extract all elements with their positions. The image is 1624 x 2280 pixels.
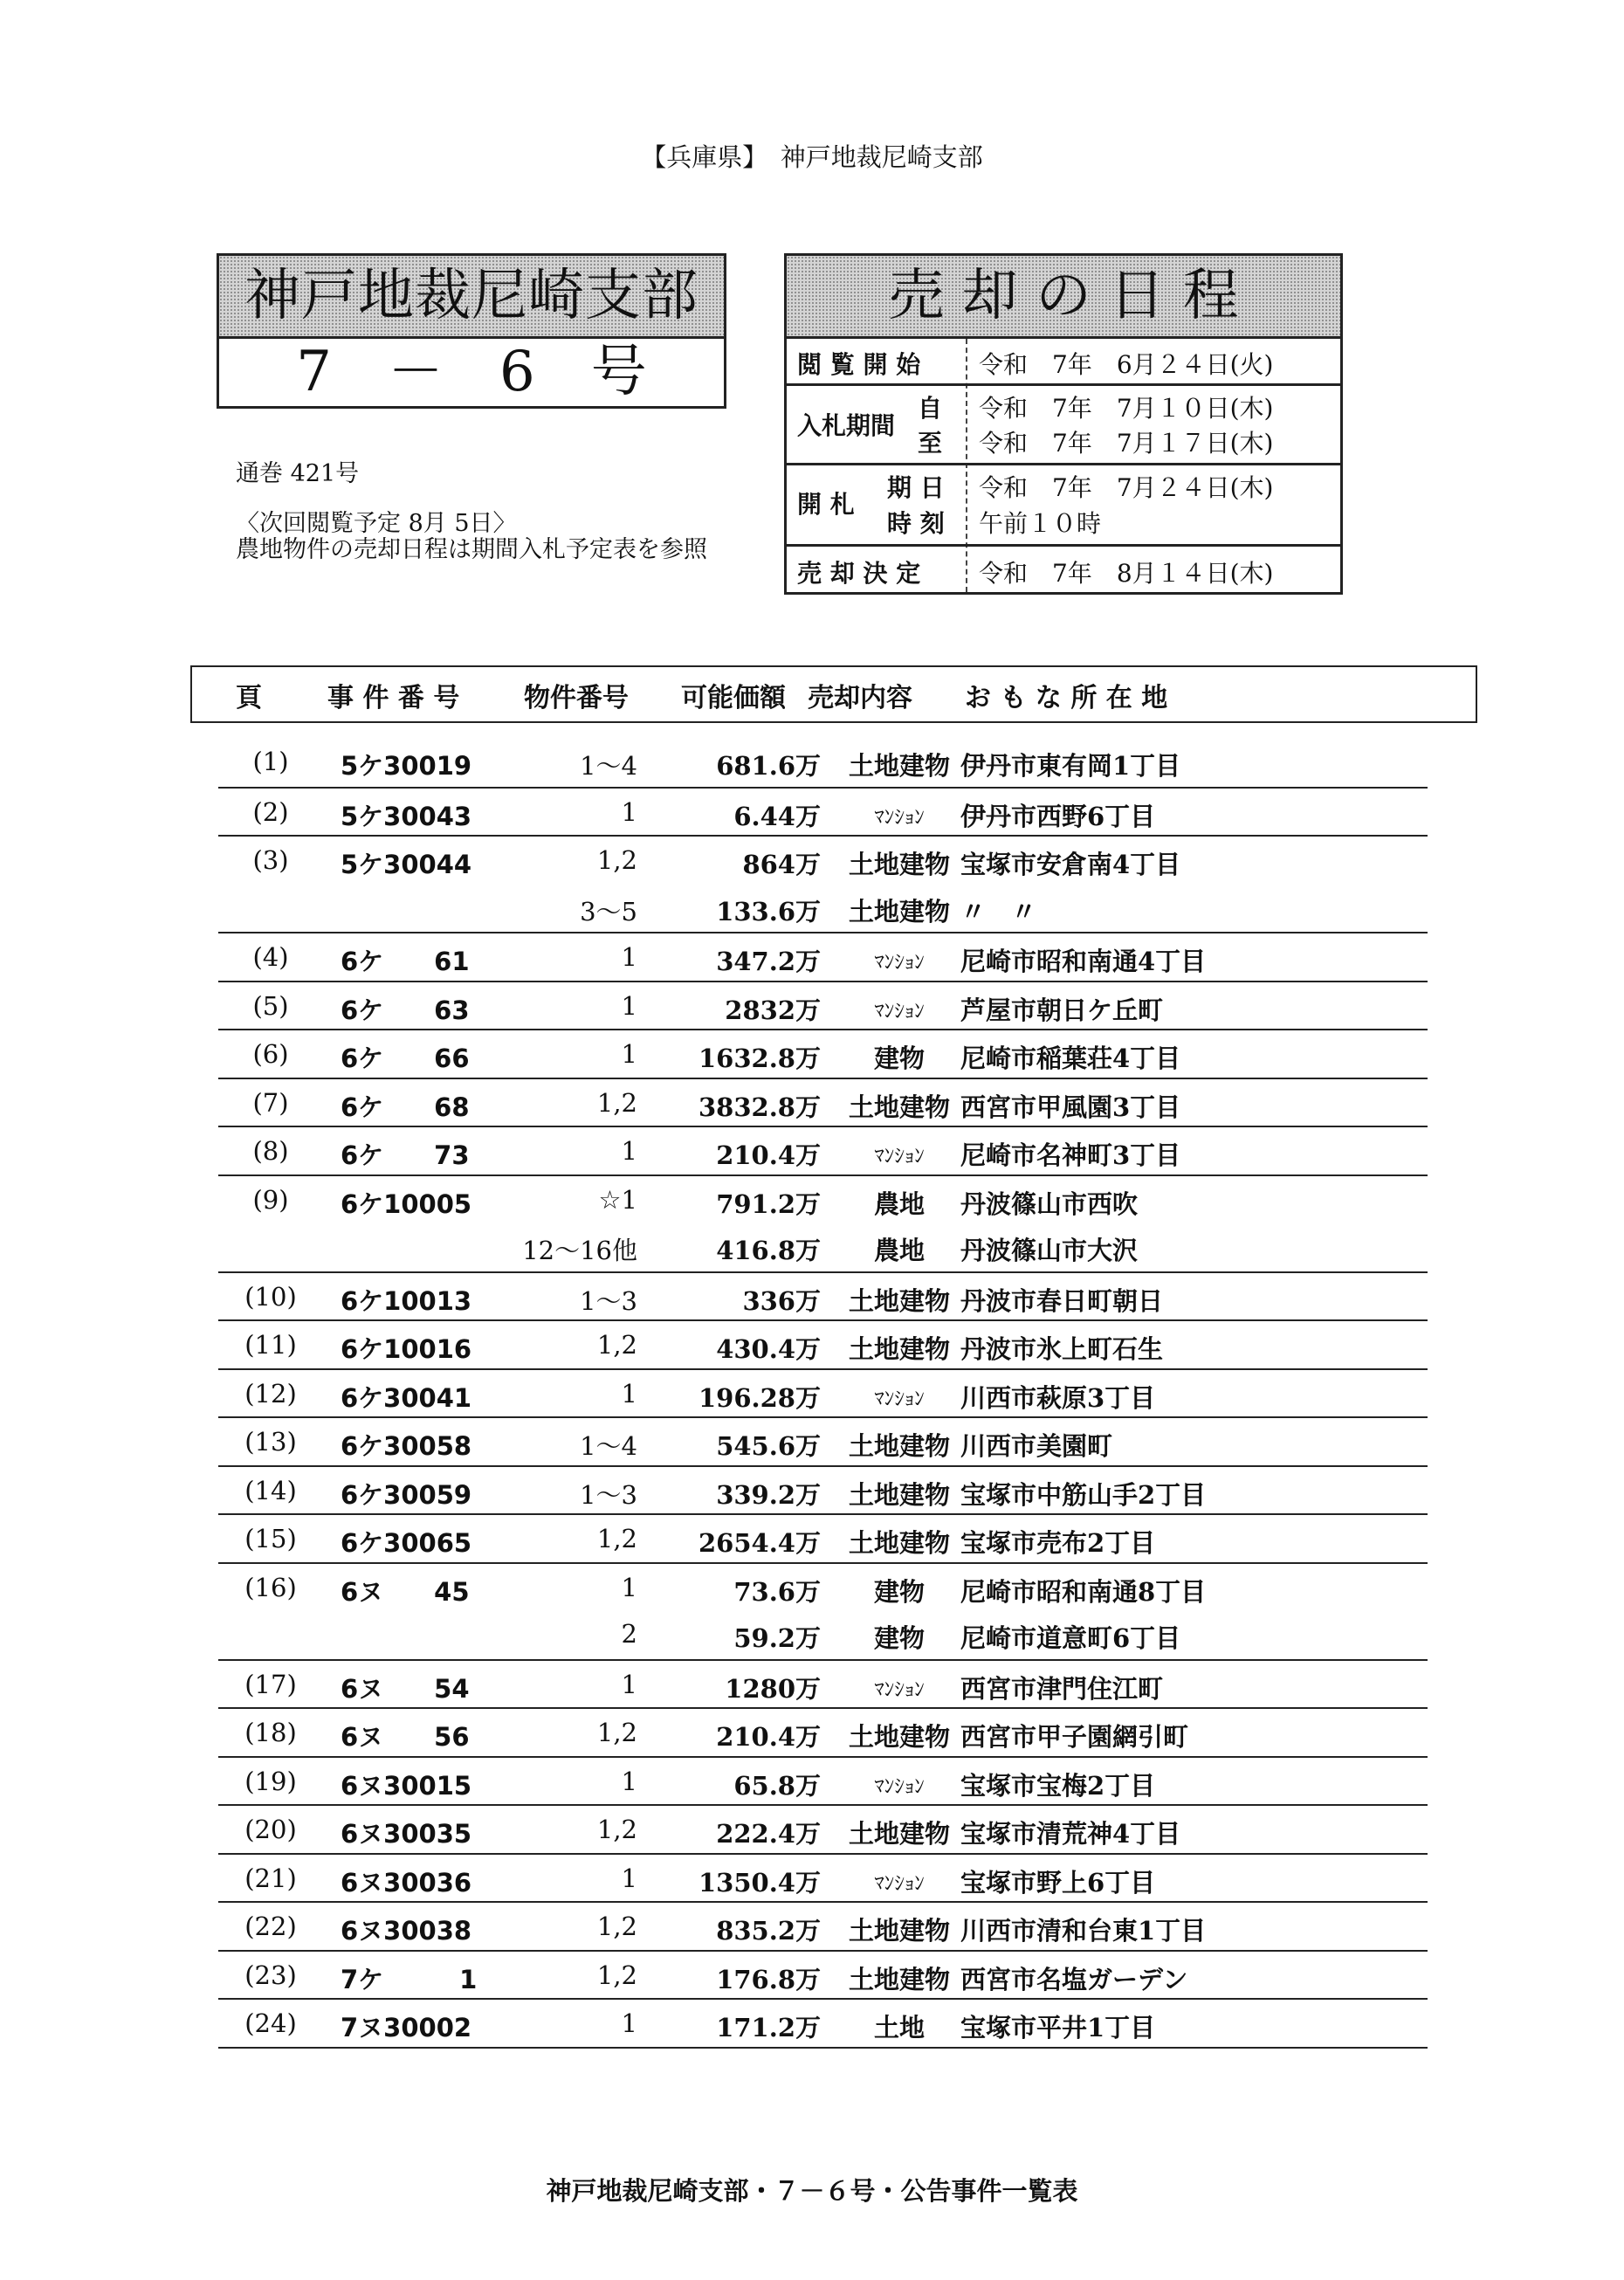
row-case-number: 6ケ 66 — [341, 1044, 470, 1073]
table-row — [218, 1078, 1428, 1127]
schedule-rule — [787, 463, 1340, 465]
row-location: 伊丹市西野6丁目 — [960, 801, 1156, 831]
row-sale-type: 土地建物 — [848, 1528, 950, 1558]
row-location: 宝塚市安倉南4丁目 — [960, 850, 1181, 879]
row-location: 川西市清和台東1丁目 — [960, 1916, 1207, 1946]
row-location: 川西市萩原3丁目 — [960, 1382, 1156, 1413]
row-location: 宝塚市野上6丁目 — [960, 1867, 1156, 1898]
bid-to-label: 至 — [918, 429, 943, 458]
row-page: (24) — [244, 2008, 297, 2038]
row-case-number: 6ケ 63 — [341, 995, 470, 1025]
row-case-number: 6ケ 73 — [341, 1140, 470, 1170]
col-page: 頁 — [236, 683, 262, 713]
table-row — [218, 1610, 1428, 1658]
table-row — [218, 1416, 1428, 1466]
row-item-number: 3～5 — [580, 896, 637, 926]
row-location: 丹波篠山市西吹 — [960, 1188, 1139, 1219]
sale-decision-value: 令和 7年 8月１４日(木) — [979, 559, 1274, 588]
row-page: (7) — [252, 1087, 289, 1118]
row-case-number: 6ケ 68 — [341, 1092, 470, 1122]
table-row — [218, 1319, 1428, 1369]
row-page: (6) — [252, 1039, 289, 1069]
row-sale-type: 土地建物 — [848, 1964, 950, 1994]
bid-period-label: 入札期間 — [797, 411, 896, 440]
row-price: 416.8万 — [716, 1236, 821, 1265]
row-item-number: 1 — [621, 1136, 637, 1166]
table-row — [218, 1998, 1428, 2048]
row-page: (20) — [244, 1815, 297, 1844]
row-case-number: 6ケ10016 — [341, 1334, 472, 1364]
row-case-number: 6ケ30058 — [341, 1431, 472, 1461]
row-case-number: 6ケ 61 — [341, 947, 470, 976]
row-item-number: 1～4 — [580, 751, 637, 781]
table-row — [218, 738, 1428, 786]
table-row — [218, 787, 1428, 837]
row-location: 西宮市甲子園網引町 — [960, 1722, 1189, 1752]
opening-time-value: 午前１０時 — [979, 509, 1102, 538]
row-location: 芦屋市朝日ケ丘町 — [960, 995, 1164, 1025]
row-item-number: 1,2 — [596, 1911, 637, 1941]
row-item-number: 2 — [621, 1619, 637, 1649]
row-page: (16) — [244, 1572, 297, 1602]
row-page: (19) — [244, 1766, 297, 1796]
row-case-number: 6ヌ 45 — [341, 1576, 470, 1607]
row-location: 宝塚市中筋山手2丁目 — [960, 1479, 1207, 1510]
col-location: お も な 所 在 地 — [965, 683, 1168, 713]
page-footer: 神戸地裁尼崎支部・７－６号・公告事件一覧表 — [546, 2176, 1078, 2206]
row-price: 1280万 — [725, 1673, 821, 1704]
row-location: 西宮市名塩ガーデン — [960, 1964, 1188, 1994]
opening-time-label: 時 刻 — [887, 509, 945, 538]
row-page: (23) — [244, 1960, 297, 1990]
row-item-number: 1 — [621, 1863, 637, 1893]
table-row — [218, 1853, 1428, 1903]
row-page: (14) — [244, 1475, 297, 1505]
row-case-number: 6ヌ 56 — [341, 1722, 470, 1752]
row-sale-type: 土地建物 — [848, 1916, 950, 1946]
row-sale-type: ﾏﾝｼｮﾝ — [874, 1387, 925, 1410]
table-bottom-rule — [218, 2047, 1428, 2049]
row-sale-type: ﾏﾝｼｮﾝ — [874, 1145, 925, 1168]
table-row — [218, 1659, 1428, 1709]
row-case-number: 7ヌ30002 — [341, 2013, 472, 2042]
row-price: 336万 — [742, 1285, 821, 1316]
row-page: (9) — [252, 1184, 289, 1215]
row-location: 〃 〃 — [960, 896, 1037, 926]
row-item-number: 1 — [621, 1572, 637, 1602]
next-view-note: 〈次回閲覧予定 8月 5日〉 — [236, 510, 517, 537]
row-location: 丹波市春日町朝日 — [960, 1285, 1164, 1316]
row-price: 430.4万 — [716, 1334, 821, 1364]
row-price: 3832.8万 — [698, 1092, 821, 1122]
table-row — [218, 1465, 1428, 1515]
row-location: 尼崎市昭和南通8丁目 — [960, 1576, 1207, 1607]
row-price: 545.6万 — [716, 1431, 821, 1461]
row-page: (11) — [244, 1330, 297, 1360]
col-item-number: 物件番号 — [524, 683, 629, 713]
row-sale-type: 土地建物 — [848, 896, 950, 926]
row-case-number: 6ヌ 54 — [341, 1673, 470, 1704]
table-row — [218, 1707, 1428, 1757]
row-case-number: 6ヌ30035 — [341, 1819, 472, 1849]
row-location: 西宮市津門住江町 — [960, 1673, 1164, 1704]
row-item-number: 1 — [621, 942, 637, 972]
bid-from-label: 自 — [918, 394, 943, 423]
row-price: 1350.4万 — [698, 1867, 821, 1898]
row-item-number: 1,2 — [596, 1960, 637, 1990]
page-header: 【兵庫県】 神戸地裁尼崎支部 — [641, 142, 983, 172]
row-sale-type: 土地 — [873, 2013, 925, 2042]
row-price: 6.44万 — [733, 801, 821, 831]
row-price: 222.4万 — [716, 1819, 821, 1849]
row-location: 川西市美園町 — [960, 1431, 1113, 1461]
row-location: 宝塚市宝梅2丁目 — [960, 1770, 1156, 1801]
row-location: 西宮市甲風園3丁目 — [960, 1092, 1181, 1122]
table-row — [218, 1223, 1428, 1271]
row-page: (1) — [252, 747, 289, 776]
row-sale-type: 農地 — [873, 1236, 925, 1265]
row-price: 835.2万 — [716, 1916, 821, 1946]
row-page: (13) — [244, 1427, 297, 1457]
row-case-number: 6ケ10013 — [341, 1285, 472, 1316]
row-item-number: 1 — [621, 1766, 637, 1796]
row-case-number: 6ケ30041 — [341, 1382, 472, 1413]
row-price: 73.6万 — [733, 1576, 821, 1607]
row-item-number: 1,2 — [596, 1087, 637, 1118]
row-sale-type: 建物 — [873, 1044, 925, 1073]
row-location: 伊丹市東有岡1丁目 — [960, 751, 1181, 781]
court-title-box — [217, 253, 726, 409]
row-price: 864万 — [742, 850, 821, 879]
row-location: 尼崎市名神町3丁目 — [960, 1140, 1181, 1170]
row-sale-type: ﾏﾝｼｮﾝ — [874, 951, 925, 974]
row-location: 宝塚市売布2丁目 — [960, 1528, 1156, 1558]
row-price: 65.8万 — [733, 1770, 821, 1801]
row-sale-type: ﾏﾝｼｮﾝ — [874, 1871, 925, 1895]
row-item-number: 1 — [621, 796, 637, 827]
row-location: 尼崎市稲葉荘4丁目 — [960, 1044, 1181, 1073]
row-price: 2654.4万 — [698, 1528, 821, 1558]
row-page: (22) — [244, 1911, 297, 1941]
row-location: 尼崎市昭和南通4丁目 — [960, 947, 1207, 976]
row-page: (21) — [244, 1863, 297, 1893]
row-price: 339.2万 — [716, 1479, 821, 1510]
row-item-number: 1～3 — [580, 1285, 637, 1316]
row-item-number: 1 — [621, 2008, 637, 2038]
table-row — [218, 1368, 1428, 1418]
row-sale-type: 土地建物 — [848, 1431, 950, 1461]
schedule-title: 売 却 の 日 程 — [787, 256, 1340, 339]
row-page: (10) — [244, 1281, 297, 1312]
row-case-number: 5ケ30019 — [341, 751, 472, 781]
row-price: 171.2万 — [716, 2013, 821, 2042]
row-sale-type: ﾏﾝｼｮﾝ — [874, 999, 925, 1023]
table-row — [218, 1901, 1428, 1951]
row-price: 2832万 — [725, 995, 821, 1025]
row-page: (5) — [252, 990, 289, 1021]
bid-from-value: 令和 7年 7月１０日(木) — [979, 394, 1274, 423]
row-item-number: 1 — [621, 990, 637, 1021]
table-row — [218, 981, 1428, 1030]
row-price: 681.6万 — [716, 751, 821, 781]
row-sale-type: ﾏﾝｼｮﾝ — [874, 805, 925, 829]
table-row — [218, 1756, 1428, 1806]
col-sale-type: 売却内容 — [808, 683, 912, 713]
row-item-number: 1 — [621, 1669, 637, 1699]
schedule-divider — [966, 339, 967, 592]
row-location: 宝塚市平井1丁目 — [960, 2013, 1156, 2042]
row-location: 尼崎市道意町6丁目 — [960, 1623, 1181, 1653]
row-sale-type: 建物 — [873, 1576, 925, 1607]
row-price: 210.4万 — [716, 1140, 821, 1170]
table-row — [218, 932, 1428, 982]
farm-schedule-note: 農地物件の売却日程は期間入札予定表を参照 — [236, 536, 707, 563]
sale-schedule-box — [784, 253, 1343, 595]
row-sale-type: 土地建物 — [848, 1479, 950, 1510]
row-sale-type: ﾏﾝｼｮﾝ — [874, 1774, 925, 1798]
row-item-number: 1,2 — [596, 1718, 637, 1747]
view-start-label: 閲 覧 開 始 — [797, 350, 921, 379]
row-page: (12) — [244, 1378, 297, 1409]
table-row — [218, 1513, 1428, 1563]
table-row — [218, 1562, 1428, 1612]
sale-decision-label: 売 却 決 定 — [797, 559, 921, 588]
row-page: (17) — [244, 1669, 297, 1699]
row-item-number: 1～3 — [580, 1479, 637, 1510]
row-case-number: 6ケ30065 — [341, 1528, 472, 1558]
row-page: (8) — [252, 1136, 289, 1166]
schedule-rule — [787, 544, 1340, 547]
row-sale-type: 土地建物 — [848, 751, 950, 781]
row-case-number: 6ヌ30036 — [341, 1867, 472, 1898]
opening-label: 開 札 — [797, 490, 855, 519]
row-item-number: 1,2 — [596, 1815, 637, 1844]
row-case-number: 6ヌ30015 — [341, 1770, 472, 1801]
row-price: 133.6万 — [716, 896, 821, 926]
table-row — [218, 884, 1428, 932]
col-price: 可能価額 — [681, 683, 786, 713]
row-page: (2) — [252, 796, 289, 827]
opening-date-value: 令和 7年 7月２４日(木) — [979, 473, 1274, 502]
row-case-number: 6ケ10005 — [341, 1188, 472, 1219]
row-item-number: 1 — [621, 1039, 637, 1069]
issue-number: 7 － 6 号 — [296, 340, 647, 404]
table-row — [218, 1029, 1428, 1078]
table-row — [218, 1950, 1428, 2000]
row-price: 176.8万 — [716, 1964, 821, 1994]
row-case-number: 5ケ30044 — [341, 850, 472, 879]
row-sale-type: 農地 — [873, 1188, 925, 1219]
row-price: 59.2万 — [733, 1623, 821, 1653]
row-sale-type: 土地建物 — [848, 1285, 950, 1316]
row-item-number: 12～16他 — [522, 1236, 637, 1265]
table-row — [218, 835, 1428, 885]
row-sale-type: 土地建物 — [848, 1722, 950, 1752]
table-row — [218, 1271, 1428, 1321]
bid-to-value: 令和 7年 7月１７日(木) — [979, 429, 1274, 458]
table-row — [218, 1174, 1428, 1224]
row-location: 丹波市氷上町石生 — [960, 1334, 1164, 1364]
row-price: 347.2万 — [716, 947, 821, 976]
table-row — [218, 1804, 1428, 1854]
row-page: (3) — [252, 845, 289, 875]
row-page: (15) — [244, 1524, 297, 1553]
row-page: (18) — [244, 1718, 297, 1747]
opening-date-label: 期 日 — [887, 473, 945, 502]
row-item-number: ☆1 — [598, 1184, 637, 1215]
row-case-number: 7ケ 1 — [341, 1964, 478, 1994]
schedule-rule — [787, 383, 1340, 386]
row-sale-type: 土地建物 — [848, 1334, 950, 1364]
row-sale-type: 土地建物 — [848, 1819, 950, 1849]
row-page: (4) — [252, 942, 289, 972]
row-item-number: 1,2 — [596, 845, 637, 875]
row-item-number: 1 — [621, 1378, 637, 1409]
row-case-number: 6ケ30059 — [341, 1479, 472, 1510]
table-header — [190, 665, 1477, 723]
row-sale-type: 土地建物 — [848, 1092, 950, 1122]
row-sale-type: 建物 — [873, 1623, 925, 1653]
row-price: 210.4万 — [716, 1722, 821, 1752]
view-start-value: 令和 7年 6月２４日(火) — [979, 350, 1274, 379]
row-item-number: 1～4 — [580, 1431, 637, 1461]
row-price: 196.28万 — [698, 1382, 821, 1413]
col-case-number: 事 件 番 号 — [327, 683, 460, 713]
row-item-number: 1,2 — [596, 1524, 637, 1553]
row-case-number: 5ケ30043 — [341, 801, 472, 831]
row-case-number: 6ヌ30038 — [341, 1916, 472, 1946]
table-row — [218, 1126, 1428, 1175]
row-location: 宝塚市清荒神4丁目 — [960, 1819, 1181, 1849]
row-location: 丹波篠山市大沢 — [960, 1236, 1139, 1265]
row-sale-type: ﾏﾝｼｮﾝ — [874, 1677, 925, 1701]
row-sale-type: 土地建物 — [848, 850, 950, 879]
row-price: 791.2万 — [716, 1188, 821, 1219]
row-price: 1632.8万 — [698, 1044, 821, 1073]
court-name: 神戸地裁尼崎支部 — [219, 256, 724, 339]
volume-number: 通巻 421号 — [236, 460, 360, 487]
row-item-number: 1,2 — [596, 1330, 637, 1360]
